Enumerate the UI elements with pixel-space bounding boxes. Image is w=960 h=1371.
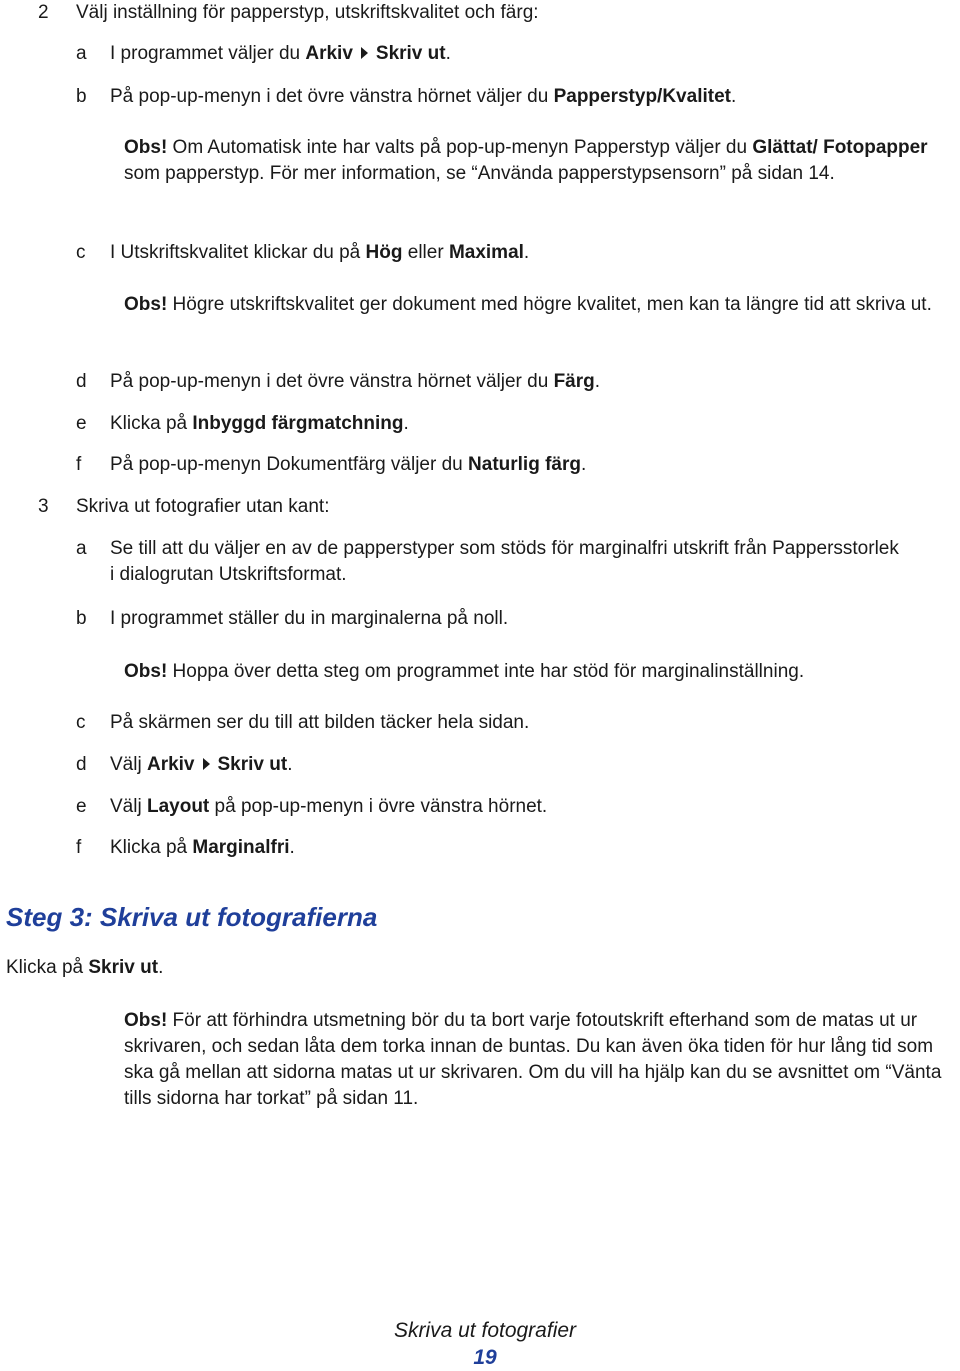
list-item: Se till att du väljer en av de papperstyper som stöds för marginalfri utskrift från Pappersstorlek i dialogrutan Utskriftsformat. [110, 538, 899, 585]
item-letter: a [76, 43, 87, 64]
note: Obs! Om Automatisk inte har valts på pop-up-menyn Papperstyp väljer du Glättat/ Fotopapper som papperstyp. För mer information, se “Använda papperstypsensorn” på sidan 14. [124, 137, 928, 184]
section-heading: Steg 3: Skriva ut fotografierna [6, 902, 378, 932]
note: Obs! Hoppa över detta steg om programmet inte har stöd för marginalinställning. [124, 661, 805, 682]
note: Obs! Högre utskriftskvalitet ger dokument med högre kvalitet, men kan ta längre tid att skriva ut. [124, 294, 932, 315]
item-letter: b [76, 86, 87, 107]
menu-arrow-icon [361, 47, 368, 59]
list-item: I Utskriftskvalitet klickar du på Hög eller Maximal. [110, 242, 530, 263]
step-intro: Välj inställning för papperstyp, utskriftskvalitet och färg: [76, 2, 539, 23]
list-item: På pop-up-menyn Dokumentfärg väljer du Naturlig färg. [110, 454, 587, 475]
list-item: På skärmen ser du till att bilden täcker hela sidan. [110, 712, 530, 733]
item-letter: c [76, 242, 86, 263]
item-letter: d [76, 754, 87, 775]
list-item: Välj Arkiv Skriv ut. [110, 754, 293, 775]
menu-arrow-icon [203, 758, 210, 770]
list-item: I programmet väljer du Arkiv Skriv ut. [110, 43, 451, 64]
item-letter: a [76, 538, 87, 559]
page-number: 19 [473, 1346, 497, 1369]
list-item: I programmet ställer du in marginalerna på noll. [110, 608, 509, 629]
note: Obs! För att förhindra utsmetning bör du ta bort varje fotoutskrift efterhand som de matas ut ur skrivaren, och sedan låta dem torka innan de buntas. Du kan även öka tiden för hur lång tid som ska gå mellan att sidorna matas ut ur skrivaren. Om du vill ha hjälp kan du se avsnittet om “Vänta tills sidorna har torkat” på sidan 11. [124, 1010, 942, 1109]
item-letter: e [76, 413, 87, 434]
list-item: På pop-up-menyn i det övre vänstra hörnet väljer du Papperstyp/Kvalitet. [110, 86, 737, 107]
item-letter: d [76, 371, 87, 392]
list-item: Klicka på Inbyggd färgmatchning. [110, 413, 409, 434]
item-letter: c [76, 712, 86, 733]
item-letter: e [76, 796, 87, 817]
item-letter: f [76, 454, 82, 475]
step-number: 3 [38, 496, 49, 517]
list-item: Välj Layout på pop-up-menyn i övre vänstra hörnet. [110, 796, 548, 817]
instruction: Klicka på Skriv ut. [6, 957, 164, 978]
step-number: 2 [38, 2, 49, 23]
list-item: På pop-up-menyn i det övre vänstra hörnet väljer du Färg. [110, 371, 601, 392]
list-item: Klicka på Marginalfri. [110, 837, 295, 858]
footer-title: Skriva ut fotografier [393, 1319, 577, 1342]
item-letter: f [76, 837, 82, 858]
step-intro: Skriva ut fotografier utan kant: [76, 496, 330, 517]
item-letter: b [76, 608, 87, 629]
